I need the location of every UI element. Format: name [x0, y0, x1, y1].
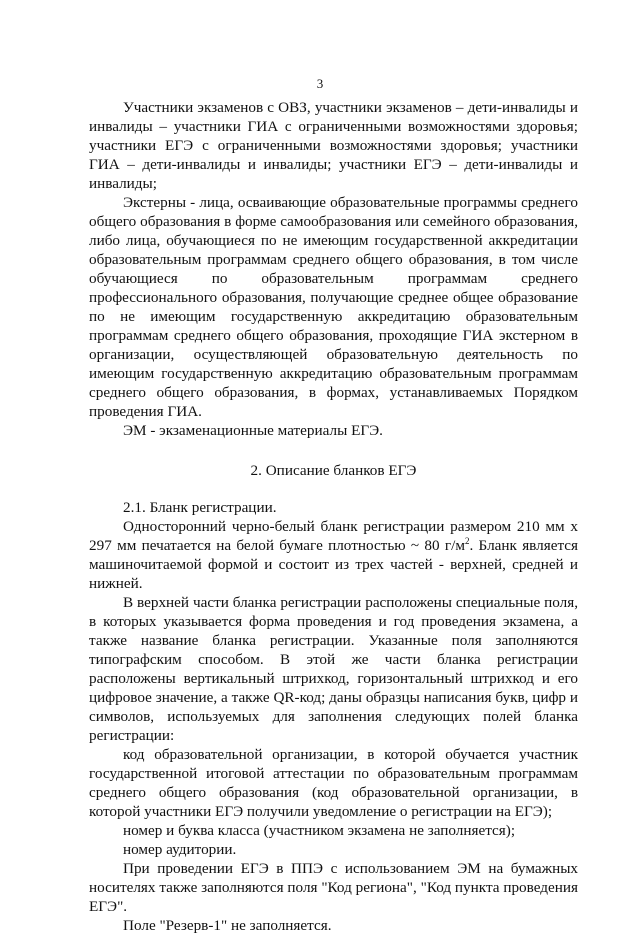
paragraph-blank-size-part-1: Односторонний черно-белый бланк регистрации размером 210 мм х 297 мм печатается на белой бумаге плотностью ~ 80 г/м: [89, 518, 578, 554]
paragraph-blank-size-part-2: . Бланк является машиночитаемой формой и состоит из трех частей - верхней, средней и нижней.: [89, 537, 578, 592]
page-number: 3: [316, 76, 324, 91]
paragraph-blank-size: [89, 517, 578, 593]
list-item-room: номер аудитории.: [123, 841, 237, 858]
paragraph-upper-part: В верхней части бланка регистрации расположены специальные поля, в которых указывается форма проведения и год проведения экзамена, а также название бланка регистрации. Указанные поля заполняются типографским способом. В этой же части бланка регистрации расположены вертикальный штрихкод, горизонтальный штрихкод и его цифровое значение, а также QR-код; даны образцы написания букв, цифр и символов, используемых для заполнения следующих полей бланка регистрации:: [89, 594, 578, 744]
definition-ovz: Участники экзаменов с ОВЗ, участники экзаменов – дети-инвалиды и инвалиды – участники ГИА с ограниченными возможностями здоровья; участники ЕГЭ с ограниченными возможностями здоровья; участники ГИА – дети-инвалиды и инвалиды; участники ЕГЭ – дети-инвалиды и инвалиды;: [89, 99, 578, 192]
definition-externs: Экстерны - лица, осваивающие образовательные программы среднего общего образования в форме самообразования или семейного образования, либо лица, обучающиеся по не имеющим государственной аккредитации образовательным программам среднего общего образования, в том числе обучающиеся по образовательным программам среднего профессионального образования, получающие среднее общее образование по не имеющим государственную аккредитацию образовательным программам среднего общего образования, проходящие ГИА экстерном в организации, осуществляющей образовательную деятельность по имеющим государственную аккредитацию образовательным программам среднего общего образования, в формах, устанавливаемых Порядком проведения ГИА.: [89, 194, 578, 420]
subsection-heading: 2.1. Бланк регистрации.: [123, 499, 277, 516]
superscript-square: 2: [464, 535, 470, 546]
section-heading: 2. Описание бланков ЕГЭ: [250, 462, 417, 479]
definition-em: ЭМ - экзаменационные материалы ЕГЭ.: [123, 422, 383, 439]
paragraph-reserve: Поле "Резерв-1" не заполняется.: [123, 917, 332, 934]
paragraph-paper-media: При проведении ЕГЭ в ППЭ с использованием ЭМ на бумажных носителях также заполняются поля "Код региона", "Код пункта проведения ЕГЭ".: [89, 860, 578, 915]
list-item-class: номер и буква класса (участником экзамена не заполняется);: [123, 822, 516, 839]
document-body: [89, 98, 578, 935]
list-item-org-code: код образовательной организации, в которой обучается участник государственной итоговой аттестации по образовательным программам среднего общего образования (код образовательной организации, в которой участники ЕГЭ получили уведомление о регистрации на ЕГЭ);: [89, 746, 578, 820]
